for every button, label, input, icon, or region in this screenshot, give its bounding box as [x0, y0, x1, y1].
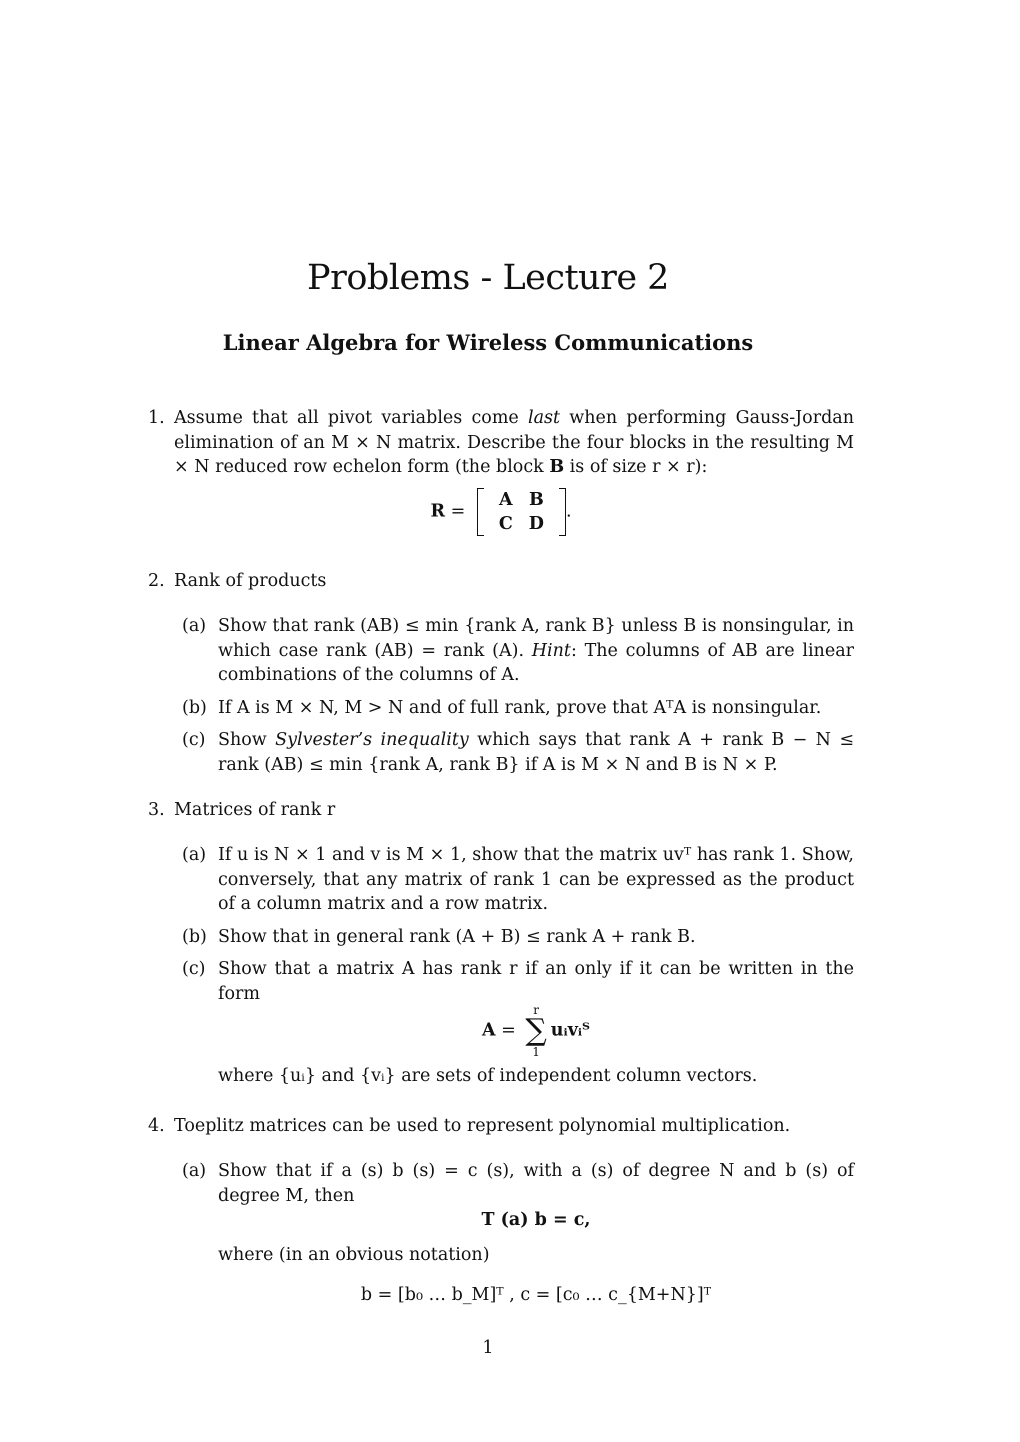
emphasis-text: Sylvester’s inequality — [275, 730, 469, 750]
eq-lhs: A — [481, 1020, 496, 1041]
problem-heading: Rank of products — [174, 571, 327, 591]
eq-equals: = — [495, 1020, 522, 1041]
subproblem-3c — [182, 957, 854, 1089]
subproblem-label: (c) — [182, 959, 206, 979]
problem-3-parts — [148, 843, 854, 1089]
toeplitz-equation: T (a) b = c, — [481, 1210, 591, 1230]
problem-number: 3. — [148, 800, 165, 820]
text-run: : The columns of AB are linear combinations of the columns of A. — [218, 640, 854, 685]
sigma-symbol: ∑ — [525, 1013, 547, 1048]
subproblem-4a — [182, 1159, 854, 1308]
problem-4-parts — [148, 1159, 854, 1308]
text-run: when performing Gauss-Jordan elimination of an M × N matrix. Describe the four blocks in the resulting M × N reduced row echelon form (the block — [174, 408, 854, 477]
subproblem-label: (a) — [182, 1161, 207, 1181]
page-title: Problems - Lecture 2 — [307, 258, 669, 298]
text-run: Show — [218, 730, 276, 750]
emphasis-text: Hint — [531, 640, 571, 661]
matrix-cell: D — [528, 513, 544, 534]
block-matrix — [477, 488, 566, 536]
eq-rhs: uᵢvᵢᵀ — [550, 1020, 591, 1041]
subproblem-2a — [182, 614, 854, 688]
text-run: If u is N × 1 and v is M × 1, show that the matrix uvᵀ has rank 1. Show, conversely, that any matrix of rank 1 can be expressed as the product of a column matrix and a row matrix. — [218, 845, 854, 914]
problem-number: 1. — [148, 408, 165, 428]
subproblem-label: (a) — [182, 845, 207, 865]
subproblem-2b — [182, 696, 854, 721]
sum-lower-limit: 1 — [532, 1045, 540, 1059]
problem-heading: Matrices of rank r — [174, 800, 336, 820]
bold-text: B — [549, 457, 565, 477]
problem-2 — [148, 569, 854, 594]
matrix-cell: C — [498, 513, 513, 534]
subproblem-3b — [182, 925, 854, 950]
matrix-cell: A — [498, 489, 513, 510]
subproblem-2c — [182, 728, 854, 777]
subproblem-label: (a) — [182, 616, 207, 636]
problem-2-parts — [148, 614, 854, 777]
matrix-equation — [148, 488, 854, 536]
text-run: which says that rank A + rank B − N ≤ rank (AB) ≤ min {rank A, rank B} if A is M × N and B is N × P. — [218, 730, 854, 775]
problem-4 — [148, 1114, 854, 1139]
sum-equation — [218, 1004, 854, 1058]
subproblem-3a — [182, 843, 854, 917]
text-run: Show that if a (s) b (s) = c (s), with a (s) of degree N and b (s) of degree M, then — [218, 1161, 854, 1206]
summation — [525, 1004, 546, 1058]
text-run: Show that in general rank (A + B) ≤ rank A + rank B. — [218, 926, 696, 947]
problem-heading: Toeplitz matrices can be used to represent polynomial multiplication. — [174, 1116, 791, 1136]
text-run: is of size r × r): — [564, 457, 708, 477]
emphasis-text: last — [528, 408, 561, 428]
subproblem-label: (b) — [182, 926, 207, 947]
text-run: where (in an obvious notation) — [218, 1244, 490, 1265]
text-run: where {uᵢ} and {vᵢ} are sets of independent column vectors. — [218, 1066, 758, 1086]
problem-number: 4. — [148, 1116, 165, 1136]
problem-number: 2. — [148, 571, 165, 591]
eq-end: . — [565, 501, 572, 521]
text-run: If A is M × N, M > N and of full rank, prove that AᵀA is nonsingular. — [218, 697, 822, 718]
problem-text — [174, 406, 854, 480]
subproblem-label: (c) — [182, 730, 206, 750]
matrix-cell: B — [528, 489, 544, 510]
text-run: Show that rank (AB) ≤ min {rank A, rank B} unless B is nonsingular, in which case rank (AB) = rank (A). — [218, 616, 854, 661]
sum-upper-limit: r — [533, 1003, 539, 1017]
eq-equals: = — [445, 501, 471, 521]
page-number: 1 — [482, 1338, 494, 1358]
problem-3 — [148, 798, 854, 823]
text-run: Assume that all pivot variables come — [174, 408, 529, 428]
page-subtitle: Linear Algebra for Wireless Communications — [222, 330, 754, 355]
vector-definitions: b = [b₀ … b_M]ᵀ , c = [c₀ … c_{M+N}]ᵀ — [360, 1285, 712, 1305]
eq-lhs: R — [430, 501, 446, 521]
problem-1 — [148, 406, 854, 536]
text-run: Show that a matrix A has rank r if an only if it can be written in the form — [218, 959, 854, 1004]
subproblem-label: (b) — [182, 697, 207, 718]
